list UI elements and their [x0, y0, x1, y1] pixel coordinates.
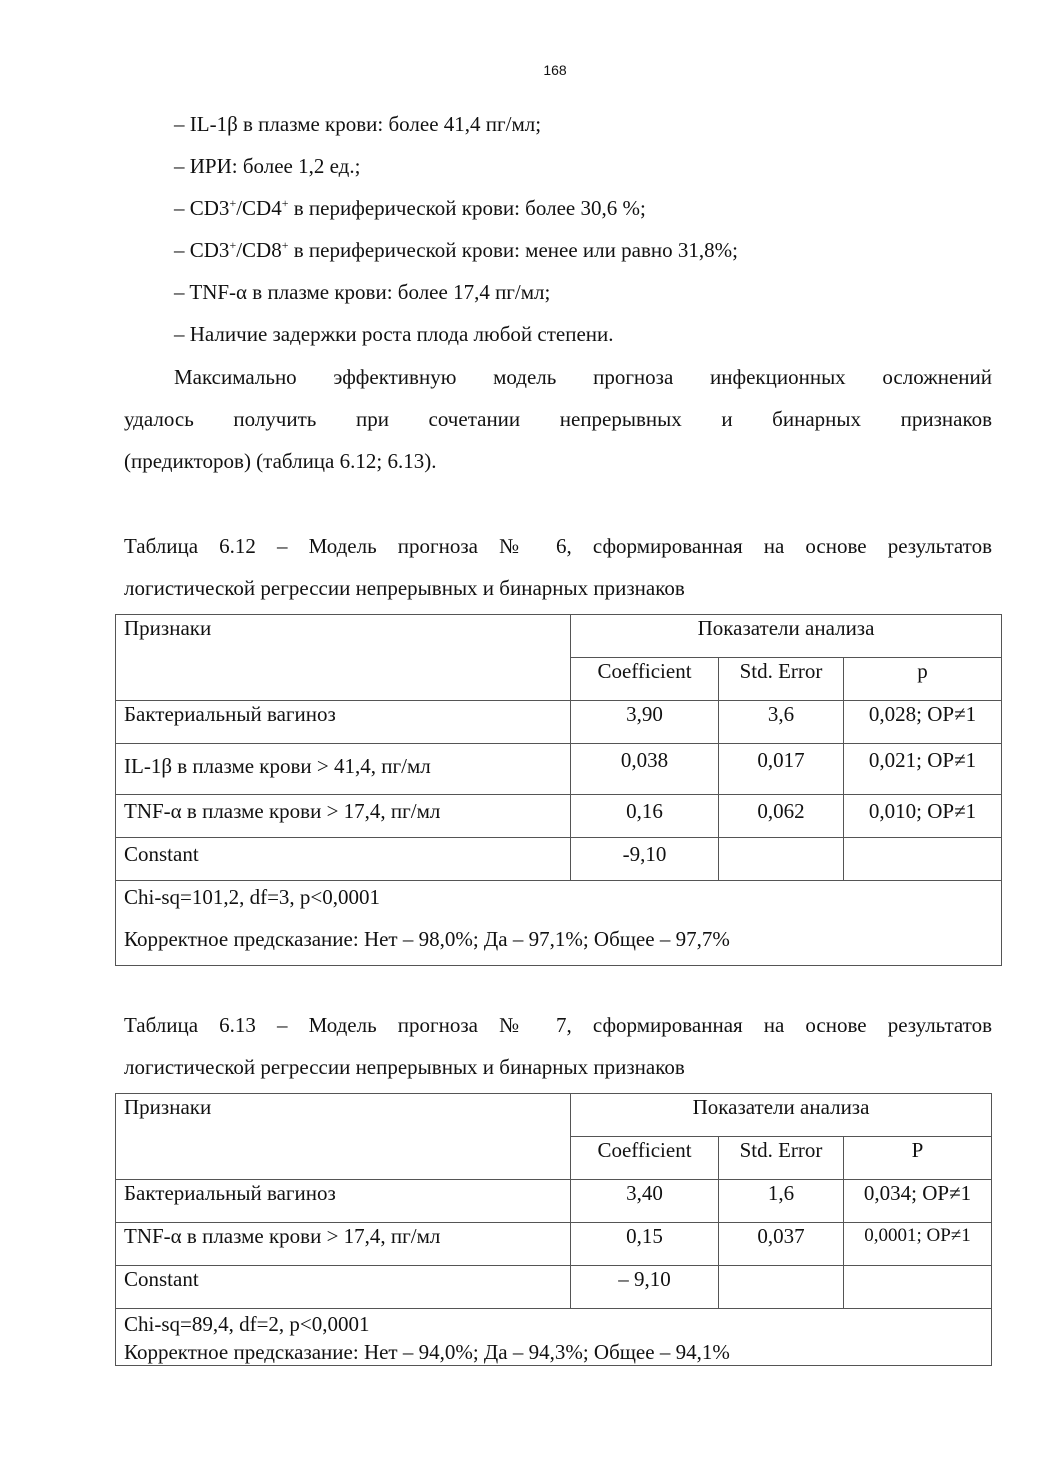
header-std-error: Std. Error [719, 658, 844, 701]
table-row: Бактериальный вагиноз 3,90 3,6 0,028; ОР≠1 [116, 701, 1002, 744]
header-std-error: Std. Error [719, 1137, 844, 1180]
header-p: p [844, 658, 1002, 701]
header-p: P [844, 1137, 992, 1180]
table-row: Constant -9,10 [116, 838, 1002, 881]
table-row: TNF-α в плазме крови > 17,4, пг/мл 0,16 0,062 0,010; ОР≠1 [116, 795, 1002, 838]
chi-square-stat: Chi-sq=89,4, df=2, p<0,0001 [124, 1312, 370, 1336]
table-6-13 [115, 1093, 992, 1366]
bullet-il1b: – IL-1β в плазме крови: более 41,4 пг/мл; [174, 112, 542, 136]
table2-caption: Таблица 6.13 – Модель прогноза № 7, сформированная на основе результатов логистической регрессии непрерывных и бинарных признаков [124, 1013, 992, 1079]
table-row: Бактериальный вагиноз 3,40 1,6 0,034; ОР≠1 [116, 1180, 992, 1223]
header-features: Признаки [116, 615, 571, 701]
header-features: Признаки [116, 1094, 571, 1180]
bullet-fetal-growth: – Наличие задержки роста плода любой степени. [174, 322, 614, 346]
header-coefficient: Coefficient [571, 1137, 719, 1180]
bullet-cd4: – CD3+/CD4+ в периферической крови: более 30,6 %; [174, 196, 646, 220]
table-row: Constant – 9,10 [116, 1266, 992, 1309]
correct-prediction: Корректное предсказание: Нет – 98,0%; Да – 97,1%; Общее – 97,7% [124, 927, 730, 951]
table-row: IL-1β в плазме крови > 41,4, пг/мл 0,038 0,017 0,021; ОР≠1 [116, 744, 1002, 795]
table-footer [116, 881, 1002, 966]
header-analysis: Показатели анализа [571, 615, 1002, 658]
page-number: 168 [543, 62, 567, 78]
header-coefficient: Coefficient [571, 658, 719, 701]
correct-prediction: Корректное предсказание: Нет – 94,0%; Да – 94,3%; Общее – 94,1% [124, 1340, 730, 1364]
bullet-cd8: – CD3+/CD8+ в периферической крови: менее или равно 31,8%; [174, 238, 738, 262]
table-footer [116, 1309, 992, 1366]
header-analysis: Показатели анализа [571, 1094, 992, 1137]
table-6-12 [115, 614, 1002, 966]
chi-square-stat: Chi-sq=101,2, df=3, p<0,0001 [124, 885, 381, 909]
table-row: TNF-α в плазме крови > 17,4, пг/мл 0,15 0,037 0,0001; ОР≠1 [116, 1223, 992, 1266]
bullet-tnf: – TNF-α в плазме крови: более 17,4 пг/мл; [174, 280, 551, 304]
body-paragraph: Максимально эффективную модель прогноза инфекционных осложнений удалось получить при сочетании непрерывных и бинарных признаков (предикторов) (таблица 6.12; 6.13). [124, 365, 992, 473]
bullet-iri: – ИРИ: более 1,2 ед.; [174, 154, 361, 178]
table1-caption: Таблица 6.12 – Модель прогноза № 6, сформированная на основе результатов логистической регрессии непрерывных и бинарных признаков [124, 534, 992, 600]
